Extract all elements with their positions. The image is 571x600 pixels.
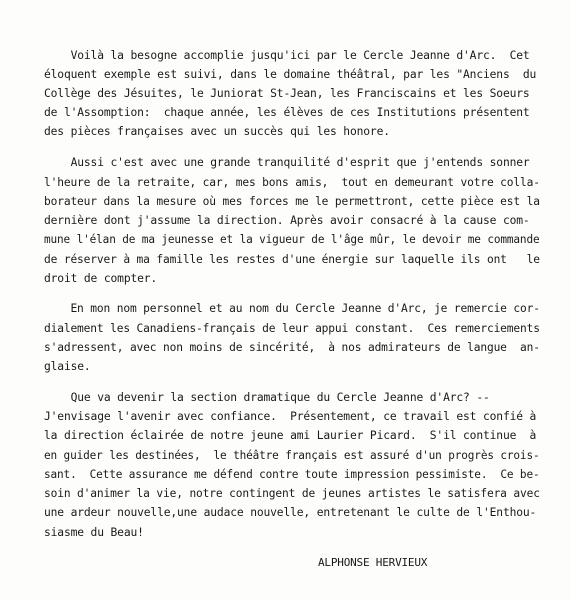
text-line: l'heure de la retraite, car, mes bons amis, tout en demeurant votre colla-	[44, 176, 540, 189]
signature-name: ALPHONSE HERVIEUX	[318, 556, 428, 569]
text-line: Aussi c'est avec une grande tranquilité d'esprit que j'entends sonner	[44, 156, 530, 169]
text-line: sant. Cette assurance me défend contre toute impression pessimiste. Ce be-	[44, 468, 540, 481]
text-line: des pièces françaises avec un succès qui les honore.	[44, 125, 390, 138]
text-line: siasme du Beau!	[44, 526, 144, 539]
text-line: droit de compter.	[44, 272, 158, 285]
text-line: glaise.	[44, 360, 91, 373]
text-line: s'adressent, avec non moins de sincérité, à nos admirateurs de langue an-	[44, 341, 540, 354]
text-line: de l'Assomption: chaque année, les élèves de ces Institutions présentent	[44, 106, 530, 119]
text-line: borateur dans la mesure où mes forces me le permettront, cette pièce est la	[44, 195, 540, 208]
text-line: J'envisage l'avenir avec confiance. Présentement, ce travail est confié à	[44, 410, 537, 423]
text-line: une ardeur nouvelle,une audace nouvelle, entretenant le culte de l'Enthou-	[44, 506, 537, 519]
text-line: éloquent exemple est suivi, dans le domaine théâtral, par les "Anciens du	[44, 68, 537, 81]
text-line: Collège des Jésuites, le Juniorat St-Jean, les Franciscains et les Soeurs	[44, 87, 530, 100]
text-line: soin d'animer la vie, notre contingent de jeunes artistes le satisfera avec	[44, 487, 540, 500]
text-line: de réserver à ma famille les restes d'une énergie sur laquelle ils ont le	[44, 253, 540, 266]
text-line: Que va devenir la section dramatique du Cercle Jeanne d'Arc? --	[44, 391, 490, 404]
text-line: la direction éclairée de notre jeune ami Laurier Picard. S'il continue à	[44, 429, 537, 442]
text-line: dialement les Canadiens-français de leur appui constant. Ces remerciements	[44, 322, 540, 335]
text-line: mune l'élan de ma jeunesse et la vigueur de l'âge mûr, le devoir me commande	[44, 233, 540, 246]
text-line: dernière dont j'assume la direction. Après avoir consacré à la cause com-	[44, 214, 530, 227]
text-line: Voilà la besogne accomplie jusqu'ici par le Cercle Jeanne d'Arc. Cet	[44, 49, 530, 62]
text-line: En mon nom personnel et au nom du Cercle Jeanne d'Arc, je remercie cor-	[44, 302, 540, 315]
text-line: en guider les destinées, le théâtre français est assuré d'un progrès crois-	[44, 449, 540, 462]
